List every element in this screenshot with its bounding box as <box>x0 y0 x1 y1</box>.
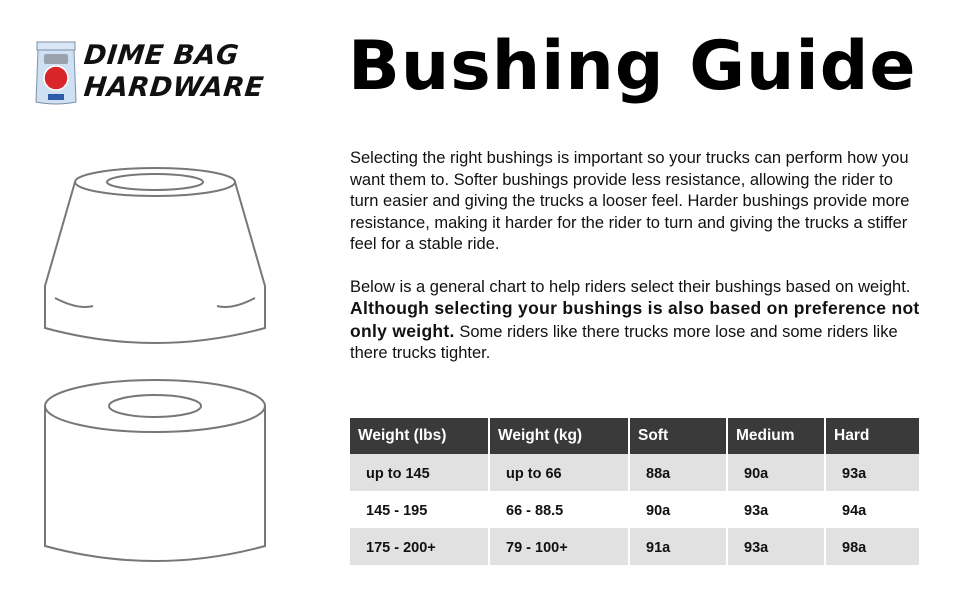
cell-medium: 90a <box>727 454 825 491</box>
cell-medium: 93a <box>727 528 825 565</box>
intro-p2-start: Below is a general chart to help riders select their bushings based on weight. <box>350 277 911 296</box>
cell-hard: 94a <box>825 491 919 528</box>
intro-paragraph-1: Selecting the right bushings is important so your trucks can perform how you want them to. Softer bushings provide less resistance, allowing the rider to turn easier and giving the trucks a looser feel. Harder bushings provide more resistance, making it harder for the rider to turn and giving the trucks a stiffer feel for a stable ride. <box>350 149 910 253</box>
cell-weight-kg: up to 66 <box>489 454 629 491</box>
cell-weight-kg: 66 - 88.5 <box>489 491 629 528</box>
header-soft: Soft <box>629 418 727 454</box>
header-weight-lbs: Weight (lbs) <box>350 418 489 454</box>
brand-logo <box>30 36 290 110</box>
cell-soft: 88a <box>629 454 727 491</box>
intro-paragraph-2 <box>350 277 920 365</box>
header-hard: Hard <box>825 418 919 454</box>
intro-p2-end: Some riders like there trucks more lose and some riders like there trucks tighter. <box>350 322 898 362</box>
bushing-illustrations <box>38 158 278 578</box>
brand-line-1: DIME BAG <box>82 40 241 71</box>
table-row <box>350 528 919 565</box>
header-medium: Medium <box>727 418 825 454</box>
intro-p2-bold: Although selecting your bushings is also based on preference not only weight. <box>350 298 920 341</box>
cell-medium: 93a <box>727 491 825 528</box>
table-row <box>350 491 919 528</box>
cell-weight-lbs: 175 - 200+ <box>350 528 489 565</box>
bushing-chart-table <box>350 418 920 565</box>
cell-soft: 91a <box>629 528 727 565</box>
cell-weight-lbs: up to 145 <box>350 454 489 491</box>
brand-wordmark <box>84 40 264 104</box>
intro-text <box>350 148 920 365</box>
cell-weight-kg: 79 - 100+ <box>489 528 629 565</box>
page-title: Bushing Guide <box>348 27 917 106</box>
cone-bushing-icon <box>45 168 265 343</box>
cell-weight-lbs: 145 - 195 <box>350 491 489 528</box>
cell-hard: 93a <box>825 454 919 491</box>
brand-line-2: HARDWARE <box>82 72 266 103</box>
table-row <box>350 454 919 491</box>
header-weight-kg: Weight (kg) <box>489 418 629 454</box>
dime-bag-icon <box>34 40 78 106</box>
cell-soft: 90a <box>629 491 727 528</box>
barrel-bushing-icon <box>45 380 265 561</box>
table-header-row <box>350 418 919 454</box>
cell-hard: 98a <box>825 528 919 565</box>
